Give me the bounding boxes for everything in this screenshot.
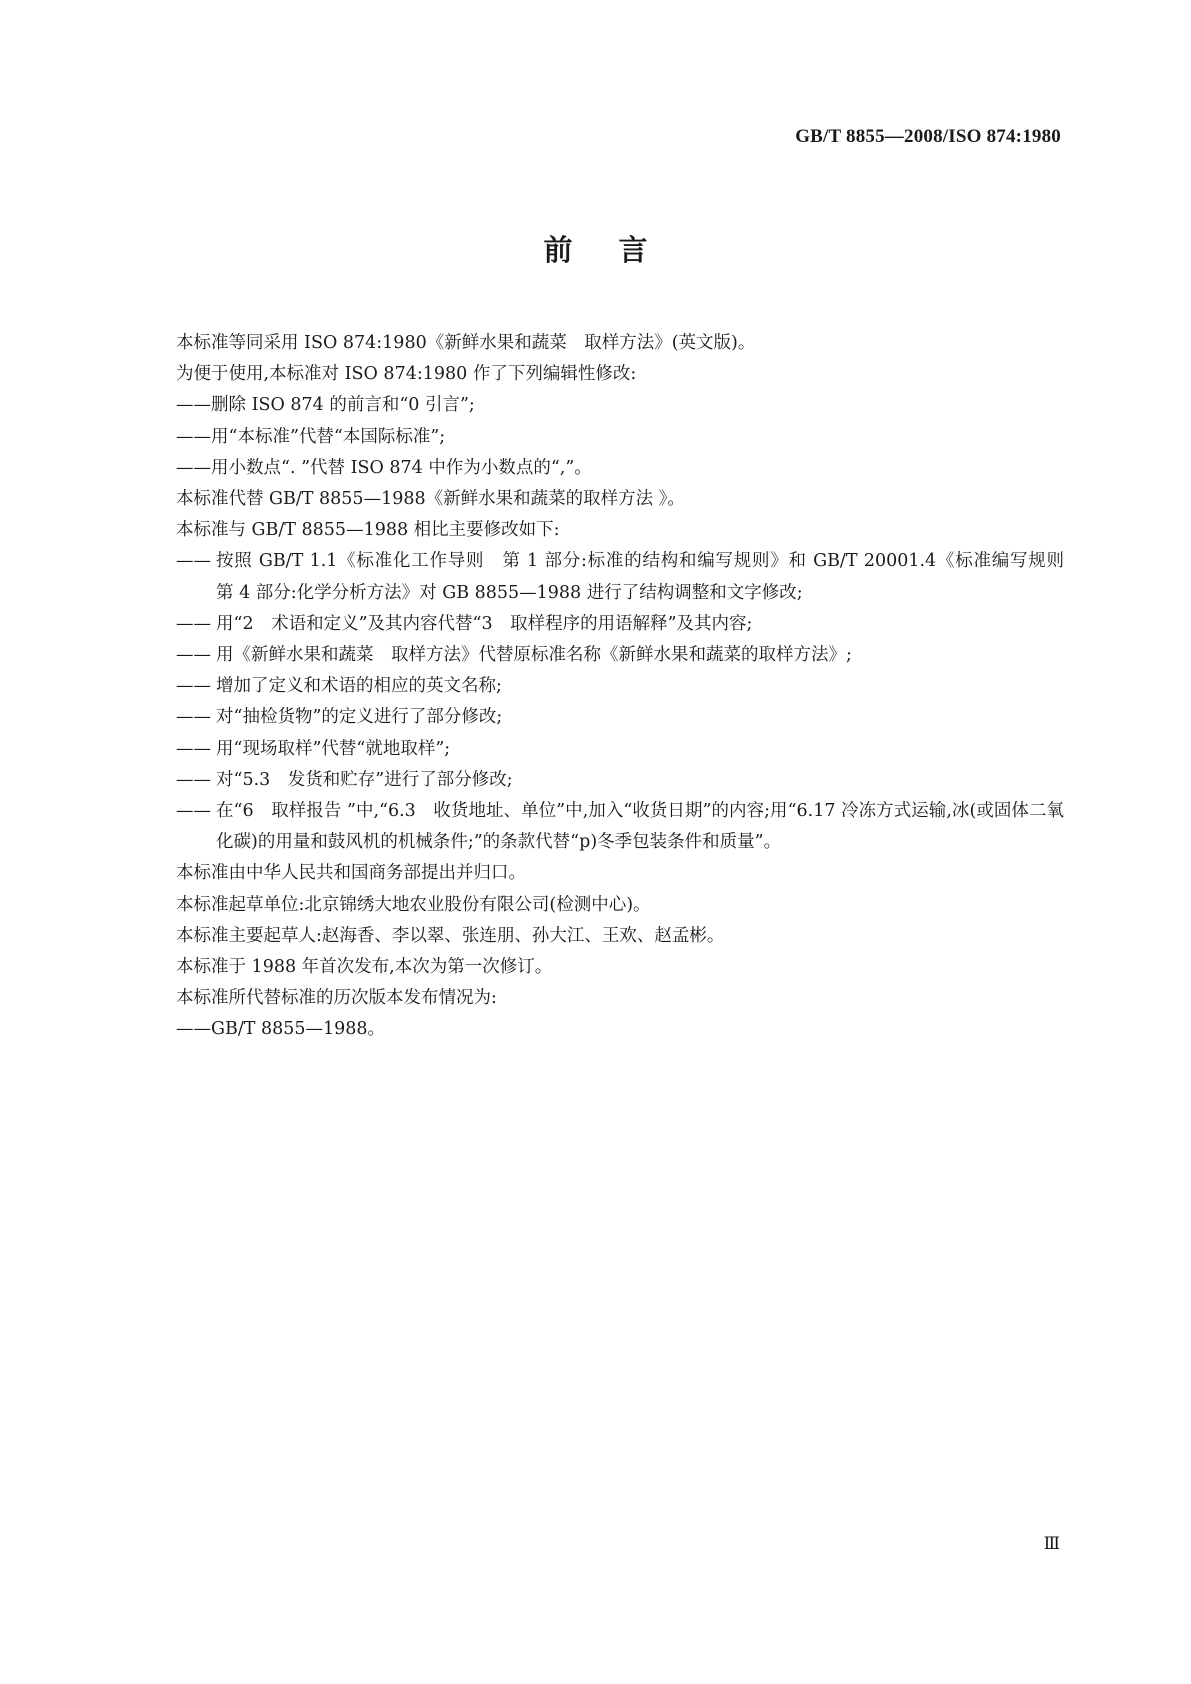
paragraph-adoption: 本标准等同采用 ISO 874:1980《新鲜水果和蔬菜 取样方法》(英文版)。 — [176, 333, 756, 353]
standard-code-header: GB/T 8855—2008/ISO 874:1980 — [795, 126, 1061, 147]
paragraph-history: 本标准所代替标准的历次版本发布情况为: — [176, 988, 497, 1009]
list-item-change-5 — [176, 702, 1064, 733]
list-dash: —— — [176, 613, 211, 634]
list-dash: —— — [176, 644, 211, 665]
list-item-change-1 — [176, 546, 1082, 608]
list-item-text: 按照 GB/T 1.1《标准化工作导则 第 1 部分:标准的结构和编写规则》和 GB/T 20001.4《标准编写规则 第 4 部分:化学分析方法》对 GB 8855—1988 进行了结构调整和文字修改; — [216, 551, 1082, 603]
list-item-text: 在“6 取样报告 ”中,“6.3 收货地址、单位”中,加入“收货日期”的内容;用“6.17 冷冻方式运输,冰(或固体二氧化碳)的用量和鼓风机的机械条件;”的条款代替“p)冬季包装条件和质量”。 — [216, 800, 1064, 853]
list-item-history-1: ——GB/T 8855—1988。 — [176, 1019, 386, 1040]
page-title: 前言 — [543, 233, 694, 267]
list-item-change-7 — [176, 765, 1064, 796]
paragraph-editorial-changes: 为便于使用,本标准对 ISO 874:1980 作了下列编辑性修改: — [176, 364, 637, 385]
list-item-text: 增加了定义和术语的相应的英文名称; — [216, 676, 502, 697]
list-item-edit-2: ——用“本标准”代替“本国际标准”; — [176, 426, 446, 447]
list-item-change-3 — [176, 640, 1064, 671]
paragraph-replaces: 本标准代替 GB/T 8855—1988《新鲜水果和蔬菜的取样方法 》。 — [176, 488, 685, 509]
paragraph-drafters: 本标准主要起草人:赵海香、李以翠、张连朋、孙大江、王欢、赵孟彬。 — [176, 925, 725, 946]
list-item-change-6 — [176, 734, 1064, 765]
list-dash: —— — [176, 769, 211, 790]
list-dash: —— — [176, 800, 211, 821]
paragraph-proposer: 本标准由中华人民共和国商务部提出并归口。 — [176, 863, 526, 884]
paragraph-main-changes: 本标准与 GB/T 8855—1988 相比主要修改如下: — [176, 520, 560, 541]
list-dash: —— — [176, 738, 211, 759]
list-item-text: 对“5.3 发货和贮存”进行了部分修改; — [216, 769, 513, 790]
list-item-change-8 — [176, 796, 1064, 858]
list-item-edit-1: ——删除 ISO 874 的前言和“0 引言”; — [176, 395, 475, 416]
list-dash: —— — [176, 707, 211, 728]
list-item-text: 用“现场取样”代替“就地取样”; — [216, 738, 451, 759]
list-item-text: 用“2 术语和定义”及其内容代替“3 取样程序的用语解释”及其内容; — [216, 613, 753, 634]
page-number: Ⅲ — [1043, 1534, 1060, 1553]
list-item-text: 用《新鲜水果和蔬菜 取样方法》代替原标准名称《新鲜水果和蔬菜的取样方法》; — [216, 644, 852, 665]
list-dash: —— — [176, 551, 211, 572]
list-item-change-2 — [176, 609, 1064, 640]
foreword-body — [176, 328, 1082, 1045]
list-item-change-4 — [176, 671, 1064, 702]
list-item-edit-3: ——用小数点“. ”代替 ISO 874 中作为小数点的“,”。 — [176, 457, 592, 478]
list-item-text: 对“抽检货物”的定义进行了部分修改; — [216, 707, 503, 728]
paragraph-drafting-unit: 本标准起草单位:北京锦绣大地农业股份有限公司(检测中心)。 — [176, 894, 651, 915]
paragraph-first-issue: 本标准于 1988 年首次发布,本次为第一次修订。 — [176, 956, 553, 977]
list-dash: —— — [176, 676, 211, 697]
